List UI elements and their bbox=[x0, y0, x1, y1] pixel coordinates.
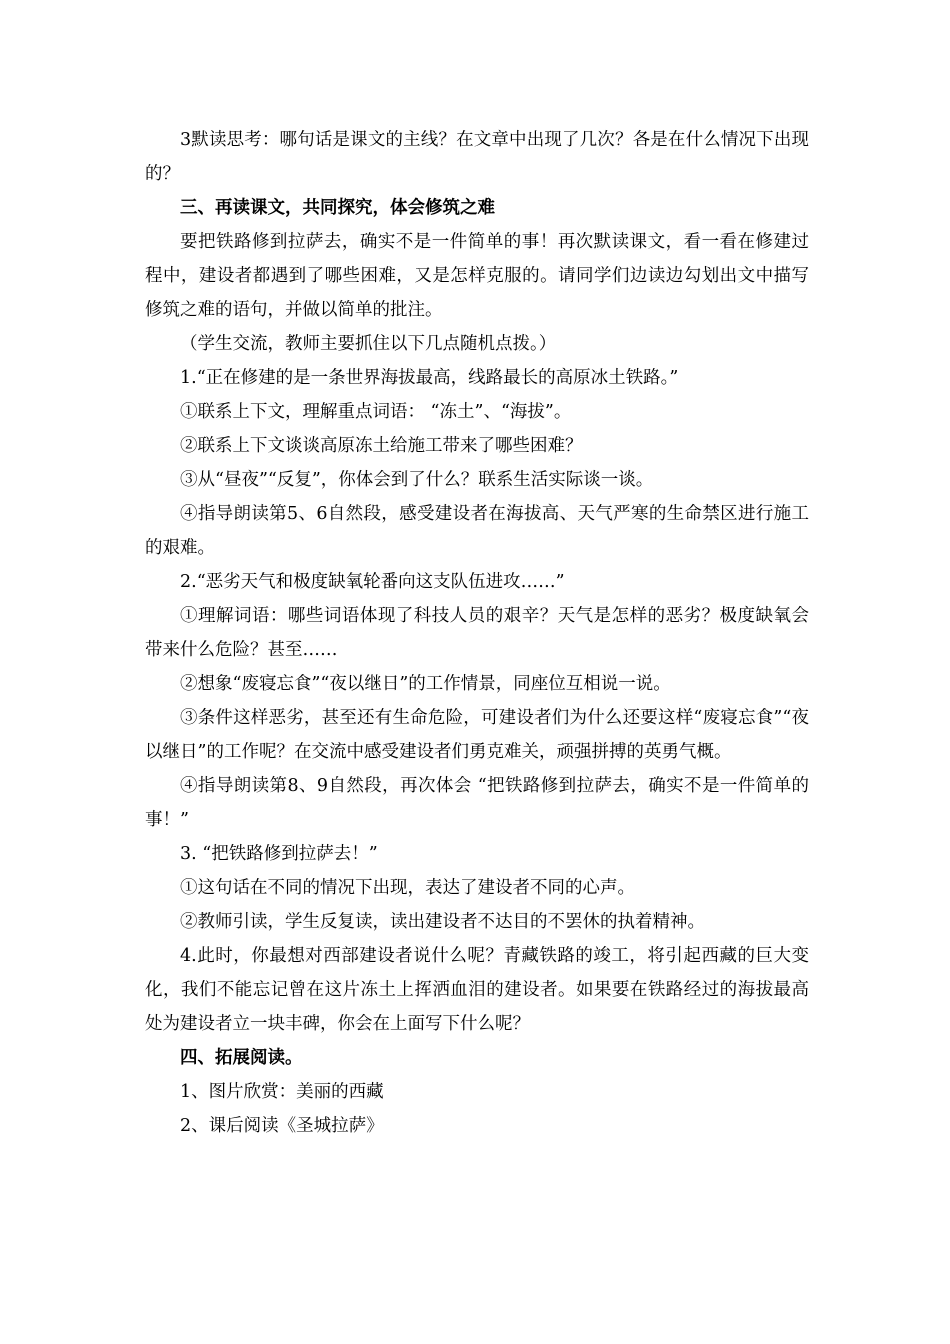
paragraph-point-2-c: ③条件这样恶劣，甚至还有生命危险，可建设者们为什么还要这样“废寝忘食”“夜以继日”的工作呢？在交流中感受建设者们勇克难关，顽强拼搏的英勇气概。 bbox=[145, 708, 809, 762]
paragraph-point-3: 3. “把铁路修到拉萨去！” bbox=[180, 844, 378, 864]
paragraph-extension-2: 2、课后阅读《圣城拉萨》 bbox=[180, 1116, 384, 1136]
paragraph-point-1-c: ③从“昼夜”“反复”，你体会到了什么？联系生活实际谈一谈。 bbox=[180, 470, 654, 490]
section-heading-3: 三、再读课文，共同探究，体会修筑之难 bbox=[180, 198, 495, 218]
document-body bbox=[145, 123, 809, 1143]
paragraph-point-1-b: ②联系上下文谈谈高原冻土给施工带来了哪些困难？ bbox=[180, 436, 583, 456]
paragraph-point-3-a: ①这句话在不同的情况下出现，表达了建设者不同的心声。 bbox=[180, 878, 635, 898]
paragraph-extension-1: 1、图片欣赏：美丽的西藏 bbox=[180, 1082, 384, 1102]
paragraph-note: （学生交流，教师主要抓住以下几点随机点拨。） bbox=[180, 334, 557, 354]
section-heading-4: 四、拓展阅读。 bbox=[180, 1048, 303, 1068]
paragraph-point-4: 4.此时，你最想对西部建设者说什么呢？青藏铁路的竣工，将引起西藏的巨大变化，我们不能忘记曾在这片冻土上挥洒血泪的建设者。如果要在铁路经过的海拔最高处为建设者立一块丰碑，你会在上面写下什么呢？ bbox=[145, 946, 809, 1034]
paragraph-point-1-a: ①联系上下文，理解重点词语： “冻土”、“海拔”。 bbox=[180, 402, 572, 422]
paragraph-point-2-b: ②想象“废寝忘食”“夜以继日”的工作情景，同座位互相说一说。 bbox=[180, 674, 671, 694]
paragraph-point-2-d: ④指导朗读第8、9自然段，再次体会 “把铁路修到拉萨去，确实不是一件简单的事！” bbox=[145, 776, 809, 830]
paragraph-point-1: 1.“正在修建的是一条世界海拔最高，线路最长的高原冰土铁路。” bbox=[180, 368, 679, 388]
paragraph-intro: 要把铁路修到拉萨去，确实不是一件简单的事！再次默读课文，看一看在修建过程中，建设者都遇到了哪些困难，又是怎样克服的。请同学们边读边勾划出文中描写修筑之难的语句，并做以简单的批注。 bbox=[145, 232, 809, 320]
paragraph-point-2: 2.“恶劣天气和极度缺氧轮番向这支队伍进攻……” bbox=[180, 572, 565, 592]
paragraph-reading-question: 3默读思考：哪句话是课文的主线？在文章中出现了几次？各是在什么情况下出现的？ bbox=[145, 130, 809, 184]
paragraph-point-1-d: ④指导朗读第5、6自然段，感受建设者在海拔高、天气严寒的生命禁区进行施工的艰难。 bbox=[145, 504, 809, 558]
paragraph-point-3-b: ②教师引读，学生反复读，读出建设者不达目的不罢休的执着精神。 bbox=[180, 912, 705, 932]
paragraph-point-2-a: ①理解词语：哪些词语体现了科技人员的艰辛？天气是怎样的恶劣？极度缺氧会带来什么危险？甚至…… bbox=[145, 606, 809, 660]
